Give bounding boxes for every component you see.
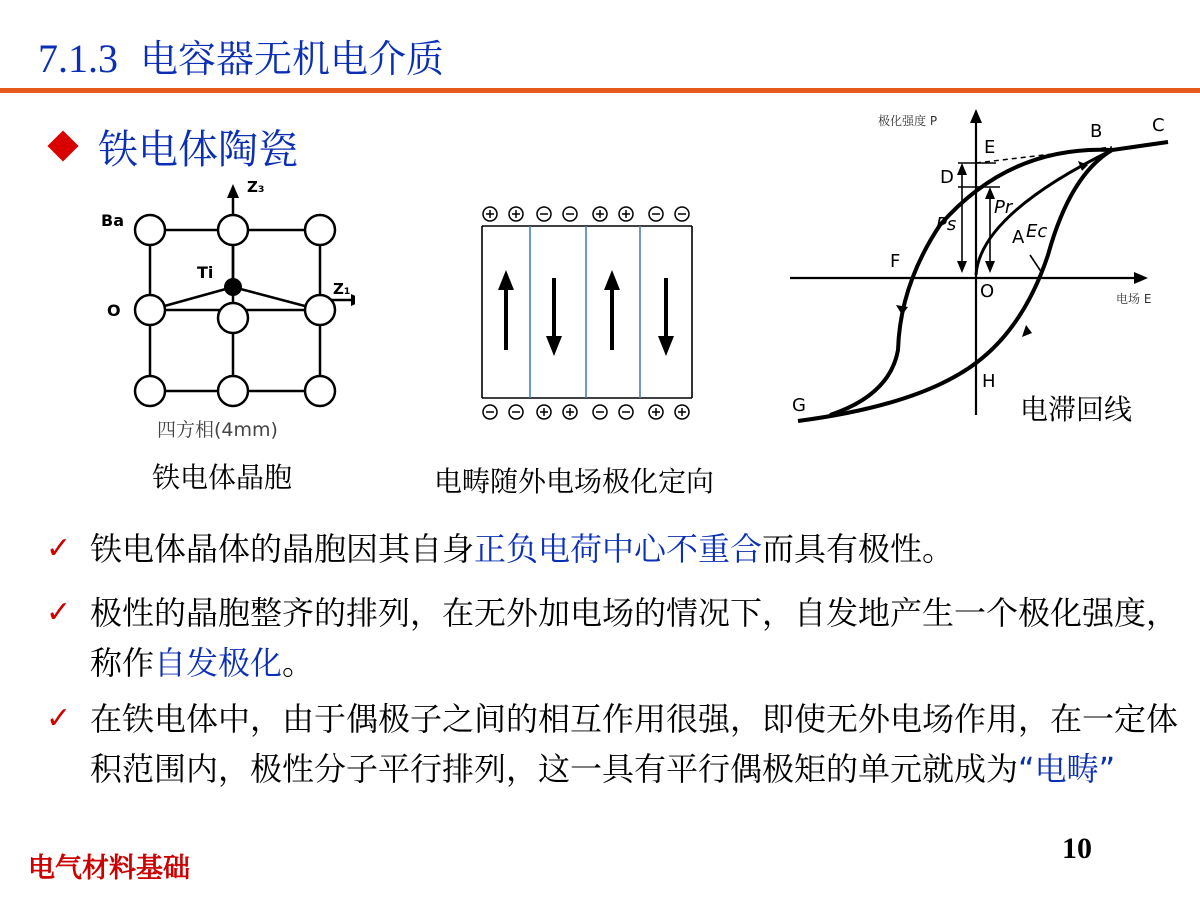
y-axis-label: 极化强度 P — [878, 114, 938, 128]
check-icon: ✓ — [46, 595, 72, 630]
course-footer: 电气材料基础 — [28, 853, 190, 884]
point-d-label: D — [940, 167, 954, 188]
bullet-item — [46, 524, 1176, 574]
bullet-item — [46, 588, 1179, 688]
diamond-bullet-icon — [47, 130, 78, 161]
domain-caption: 电畴随外电场极化定向 — [434, 465, 715, 498]
z1-axis-label: Z₁ — [333, 280, 351, 298]
point-c-label: C — [1152, 115, 1165, 136]
ec-label: Ec — [1026, 221, 1048, 242]
bullet-text: 极性的晶胞整齐的排列，在无外加电场的情况下，自发地产生一个极化强度，称作自发极化。 — [90, 594, 1179, 682]
ti-label: Ti — [197, 263, 214, 282]
point-g-label: G — [792, 395, 806, 416]
hysteresis-caption: 电滞回线 — [1020, 393, 1133, 426]
ps-label: Ps — [936, 214, 957, 235]
z3-axis-label: Z₃ — [247, 178, 265, 196]
page-number: 10 — [1062, 832, 1092, 865]
bullet-text: 在铁电体中，由于偶极子之间的相互作用很强，即使无外电场作用，在一定体积范围内，极性分子平行排列，这一具有平行偶极矩的单元就成为“电畴” — [90, 700, 1179, 788]
phase-label: 四方相(4mm) — [157, 419, 278, 441]
crystal-caption: 铁电体晶胞 — [152, 461, 293, 494]
section-heading-text: 铁电体陶瓷 — [98, 127, 298, 173]
section-heading — [52, 118, 298, 175]
o-label: O — [107, 301, 121, 320]
point-o-label: O — [980, 281, 995, 302]
point-a-label: A — [1012, 227, 1025, 248]
domain-figure — [474, 200, 704, 430]
x-axis-label: 电场 E — [1116, 292, 1152, 306]
point-h-label: H — [982, 371, 996, 392]
bullet-text: 铁电体晶体的晶胞因其自身正负电荷中心不重合而具有极性。 — [90, 530, 955, 568]
title-text: 电容器无机电介质 — [140, 37, 445, 81]
pr-label: Pr — [994, 197, 1013, 218]
ba-label: Ba — [101, 211, 124, 230]
hysteresis-loop-figure — [790, 105, 1175, 435]
slide-title — [38, 28, 444, 83]
check-icon: ✓ — [46, 531, 72, 566]
title-divider — [0, 88, 1200, 93]
point-f-label: F — [890, 251, 901, 272]
check-icon: ✓ — [46, 701, 72, 736]
point-b-label: B — [1090, 121, 1103, 142]
crystal-cell-figure — [95, 178, 355, 446]
point-e-label: E — [984, 137, 996, 158]
bullet-item — [46, 694, 1179, 794]
section-number: 7.1.3 — [38, 36, 118, 81]
